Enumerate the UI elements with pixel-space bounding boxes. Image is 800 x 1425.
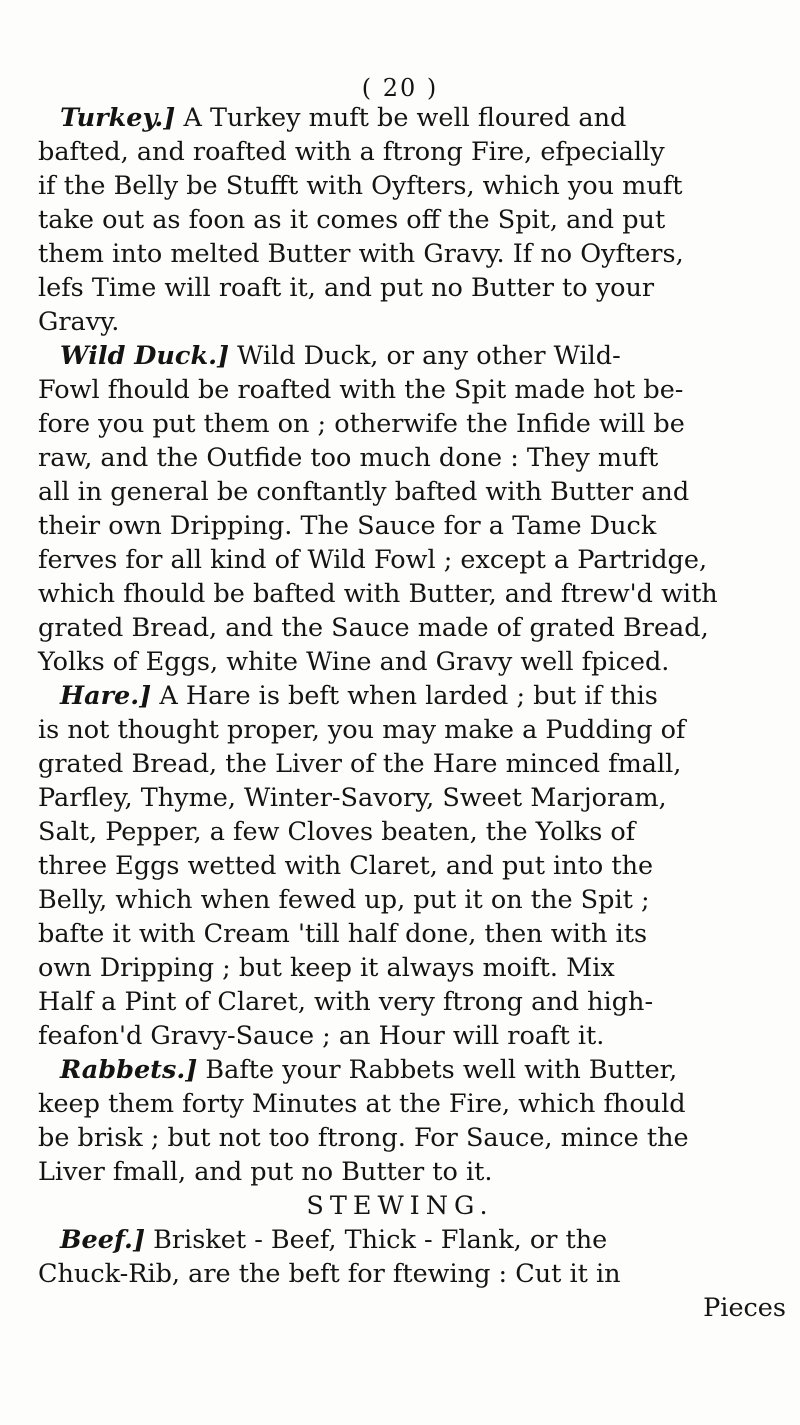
text-line: which fhould be bafted with Butter, and ftrew'd with [38,579,718,609]
text-line: grated Bread, the Liver of the Hare minced fmall, [38,749,682,779]
text-line: them into melted Butter with Gravy. If no Oyfters, [38,239,684,269]
section-heading-rabbets: Rabbets.] [60,1055,198,1085]
text-line: fore you put them on ; otherwife the Infide will be [38,409,685,439]
text-line: take out as foon as it comes off the Spit, and put [38,205,666,235]
text-line: keep them forty Minutes at the Fire, which fhould [38,1089,686,1119]
catchword: Pieces [703,1293,786,1323]
text-line: bafted, and roafted with a ftrong Fire, efpecially [38,137,665,167]
text-line: Belly, which when fewed up, put it on the Spit ; [38,885,650,915]
text-line: Chuck-Rib, are the beft for ftewing : Cut it in [38,1259,621,1289]
text-line: Wild Duck.] Wild Duck, or any other Wild- [60,341,621,371]
text-line: Turkey.] A Turkey muft be well floured and [60,103,627,133]
text-line: Salt, Pepper, a few Cloves beaten, the Yolks of [38,817,636,847]
section-heading-turkey: Turkey.] [60,103,176,133]
text-line: Half a Pint of Claret, with very ftrong and high- [38,987,654,1017]
section-heading-wild-duck: Wild Duck.] [60,341,230,371]
text-line: Beef.] Brisket - Beef, Thick - Flank, or the [60,1225,608,1255]
text-line: own Dripping ; but keep it always moift. Mix [38,953,615,983]
text-line: all in general be conftantly bafted with Butter and [38,477,690,507]
text-line: Liver fmall, and put no Butter to it. [38,1157,493,1187]
text-line: is not thought proper, you may make a Pudding of [38,715,686,745]
text-line: Rabbets.] Bafte your Rabbets well with Butter, [60,1055,678,1085]
text-line: if the Belly be Stufft with Oyfters, which you muft [38,171,683,201]
page-number: ( 20 ) [361,74,439,102]
text-line: feafon'd Gravy-Sauce ; an Hour will roaft it. [38,1021,605,1051]
text-line: their own Dripping. The Sauce for a Tame Duck [38,511,657,541]
text-line: Parfley, Thyme, Winter-Savory, Sweet Marjoram, [38,783,667,813]
section-heading-beef: Beef.] [60,1225,146,1255]
text-line: three Eggs wetted with Claret, and put into the [38,851,654,881]
text-line: Gravy. [38,307,120,337]
section-heading-hare: Hare.] [60,681,152,711]
text-line: bafte it with Cream 'till half done, then with its [38,919,648,949]
text-line: Yolks of Eggs, white Wine and Gravy well fpiced. [38,647,670,677]
text-line: ferves for all kind of Wild Fowl ; except a Partridge, [38,545,708,575]
section-title-stewing: STEWING. [306,1191,494,1221]
text-line: lefs Time will roaft it, and put no Butter to your [38,273,655,303]
text-line: be brisk ; but not too ftrong. For Sauce, mince the [38,1123,689,1153]
text-line: raw, and the Outfide too much done : They muft [38,443,659,473]
text-line: Hare.] A Hare is beft when larded ; but if this [60,681,658,711]
text-line: Fowl fhould be roafted with the Spit made hot be- [38,375,684,405]
text-line: grated Bread, and the Sauce made of grated Bread, [38,613,709,643]
